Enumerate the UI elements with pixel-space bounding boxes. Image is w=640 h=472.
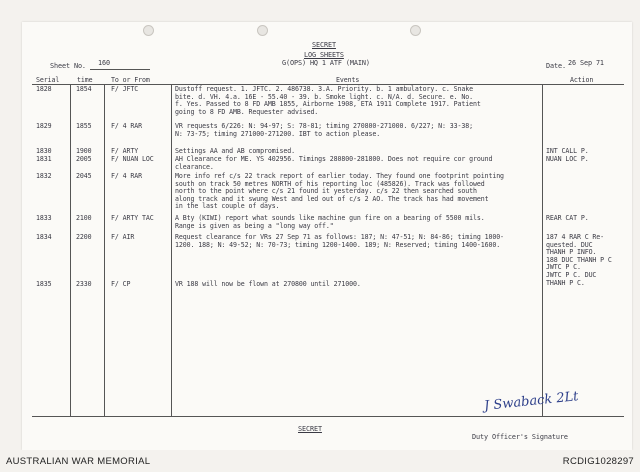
entry-time: 2100 bbox=[76, 214, 92, 222]
archive-reference: RCDIG1028297 bbox=[562, 456, 634, 467]
entry-event-line: Request clearance for VRs 27 Sep 71 as follows: 187; N: 47-51; N: 84-86; timing 1000- bbox=[175, 233, 504, 241]
entry-action-line: 188 DUC THANH P C bbox=[546, 255, 612, 264]
entry-event-line: north to the point where c/s 21 found it yesterday. c/s 22 then searched south bbox=[175, 187, 477, 196]
secret-header: SECRET bbox=[312, 41, 336, 49]
archive-credit-bar bbox=[0, 450, 640, 472]
entry-event-line: AH Clearance for ME. YS 402956. Timings 280800-281800. Does not require cor ground bbox=[175, 155, 493, 163]
punch-hole bbox=[143, 25, 154, 36]
entry-to-from: F/ ARTY bbox=[111, 147, 139, 155]
entry-serial: 1832 bbox=[36, 172, 52, 180]
entry-event-line: More info ref c/s 22 track report of earlier today. They found one footprint pointing bbox=[175, 172, 504, 180]
entry-action-line: REAR CAT P. bbox=[546, 214, 589, 222]
entry-action-line: JWTC P C. bbox=[546, 263, 581, 272]
entry-action-line: THANH P INFO. bbox=[546, 248, 597, 257]
col-time: time bbox=[77, 76, 93, 84]
col-serial: Serial bbox=[36, 76, 60, 84]
entry-time: 2045 bbox=[76, 172, 92, 180]
entry-event-line: Settings AA and AB compromised. bbox=[175, 147, 295, 155]
entry-time: 2005 bbox=[76, 155, 92, 163]
duty-officer-label: Duty Officer's Signature bbox=[472, 433, 568, 441]
punch-hole bbox=[257, 25, 268, 36]
entry-time: 1900 bbox=[76, 147, 92, 155]
entry-event-line: VR requests 6/226: N: 94-97; S: 78-81; timing 270800-271000. 6/227; N: 33-38; bbox=[175, 122, 473, 130]
punch-hole bbox=[410, 25, 421, 36]
entry-serial: 1830 bbox=[36, 147, 52, 155]
entry-time: 1855 bbox=[76, 122, 92, 130]
entry-event-line: going to 8 FD AMB. Requester advised. bbox=[175, 107, 319, 116]
entry-to-from: F/ AIR bbox=[111, 233, 135, 241]
entry-action-line: INT CALL P. bbox=[546, 147, 589, 155]
entry-serial: 1833 bbox=[36, 214, 52, 222]
entry-to-from: F/ 4 RAR bbox=[111, 122, 142, 130]
entry-event-line: VR 188 will now be flown at 270800 until 271000. bbox=[175, 280, 361, 288]
entry-time: 1854 bbox=[76, 85, 92, 93]
date-label: Date. bbox=[546, 62, 566, 70]
entry-event-line: south on track 50 metres NORTH of his reporting loc (485826). Track was followed bbox=[175, 179, 485, 188]
entry-event-line: A Bty (KIWI) report what sounds like machine gun fire on a bearing of 5500 mils. bbox=[175, 214, 485, 222]
column-rule bbox=[70, 84, 71, 416]
entry-action-line: quested. DUC bbox=[546, 240, 593, 249]
entry-event-line: f. Yes. Passed to 8 FD AMB 1855, Airborne 1908, ETA 1911 Complete 1917. Patient bbox=[175, 100, 481, 109]
sheet-title: LOG SHEETS bbox=[304, 51, 344, 59]
entry-serial: 1834 bbox=[36, 233, 52, 241]
column-rule bbox=[542, 84, 543, 416]
sheet-no-underline bbox=[90, 69, 150, 70]
entry-time: 2200 bbox=[76, 233, 92, 241]
entry-to-from: F/ ARTY TAC bbox=[111, 214, 154, 222]
col-events: Events bbox=[336, 76, 360, 84]
duty-officer-signature: J Swaback 2Lt bbox=[483, 389, 580, 414]
entry-event-line: clearance. bbox=[175, 162, 214, 171]
date-value: 26 Sep 71 bbox=[568, 59, 604, 67]
log-sheet-paper bbox=[22, 22, 632, 450]
entry-event-line: N: 73-75; timing 271000-271200. IBT to action please. bbox=[175, 129, 381, 138]
sheet-subtitle: G(OPS) HQ 1 ATF (MAIN) bbox=[282, 59, 370, 67]
entry-action-line: 187 4 RAR C Re- bbox=[546, 233, 605, 241]
col-action: Action bbox=[570, 76, 594, 84]
secret-footer: SECRET bbox=[298, 425, 322, 433]
col-to-from: To or From bbox=[111, 76, 150, 84]
entry-serial: 1828 bbox=[36, 85, 52, 93]
entry-event-line: 1200. 188; N: 49-52; N: 70-73; timing 1200-1400. 189; N: Reserved; timing 1400-1600. bbox=[175, 240, 501, 249]
entry-event-line: along track and it swung West and led out of c/s 2 AO. The track has had movement bbox=[175, 194, 489, 203]
entry-event-line: bite. d. VH. 4.a. 16E - 55.40 - 39. b. Smoke light. c. N/A. d. Secure. e. No. bbox=[175, 92, 473, 101]
entry-to-from: F/ NUAN LOC bbox=[111, 155, 154, 163]
entry-to-from: F/ 4 RAR bbox=[111, 172, 142, 180]
entry-event-line: in the last couple of days. bbox=[175, 202, 280, 211]
sheet-no-label: Sheet No. bbox=[50, 62, 86, 70]
entry-event-line: Dustoff request. 1. JFTC. 2. 486738. 3.A. Priority. b. 1 ambulatory. c. Snake bbox=[175, 85, 473, 93]
entry-action-line: NUAN LOC P. bbox=[546, 155, 589, 163]
entry-time: 2330 bbox=[76, 280, 92, 288]
entry-action-line: THANH P C. bbox=[546, 278, 585, 287]
bottom-rule bbox=[32, 416, 624, 417]
entry-action-line: JWTC P C. DUC bbox=[546, 271, 597, 279]
column-rule bbox=[104, 84, 105, 416]
entry-serial: 1835 bbox=[36, 280, 52, 288]
archive-credit: AUSTRALIAN WAR MEMORIAL bbox=[6, 456, 151, 467]
sheet-no-value: 160 bbox=[98, 59, 110, 67]
entry-serial: 1829 bbox=[36, 122, 52, 130]
entry-event-line: Range is given as being a "long way off." bbox=[175, 221, 334, 230]
entry-to-from: F/ JFTC bbox=[111, 85, 139, 93]
entry-serial: 1831 bbox=[36, 155, 52, 163]
column-rule bbox=[171, 84, 172, 416]
entry-to-from: F/ CP bbox=[111, 280, 131, 288]
